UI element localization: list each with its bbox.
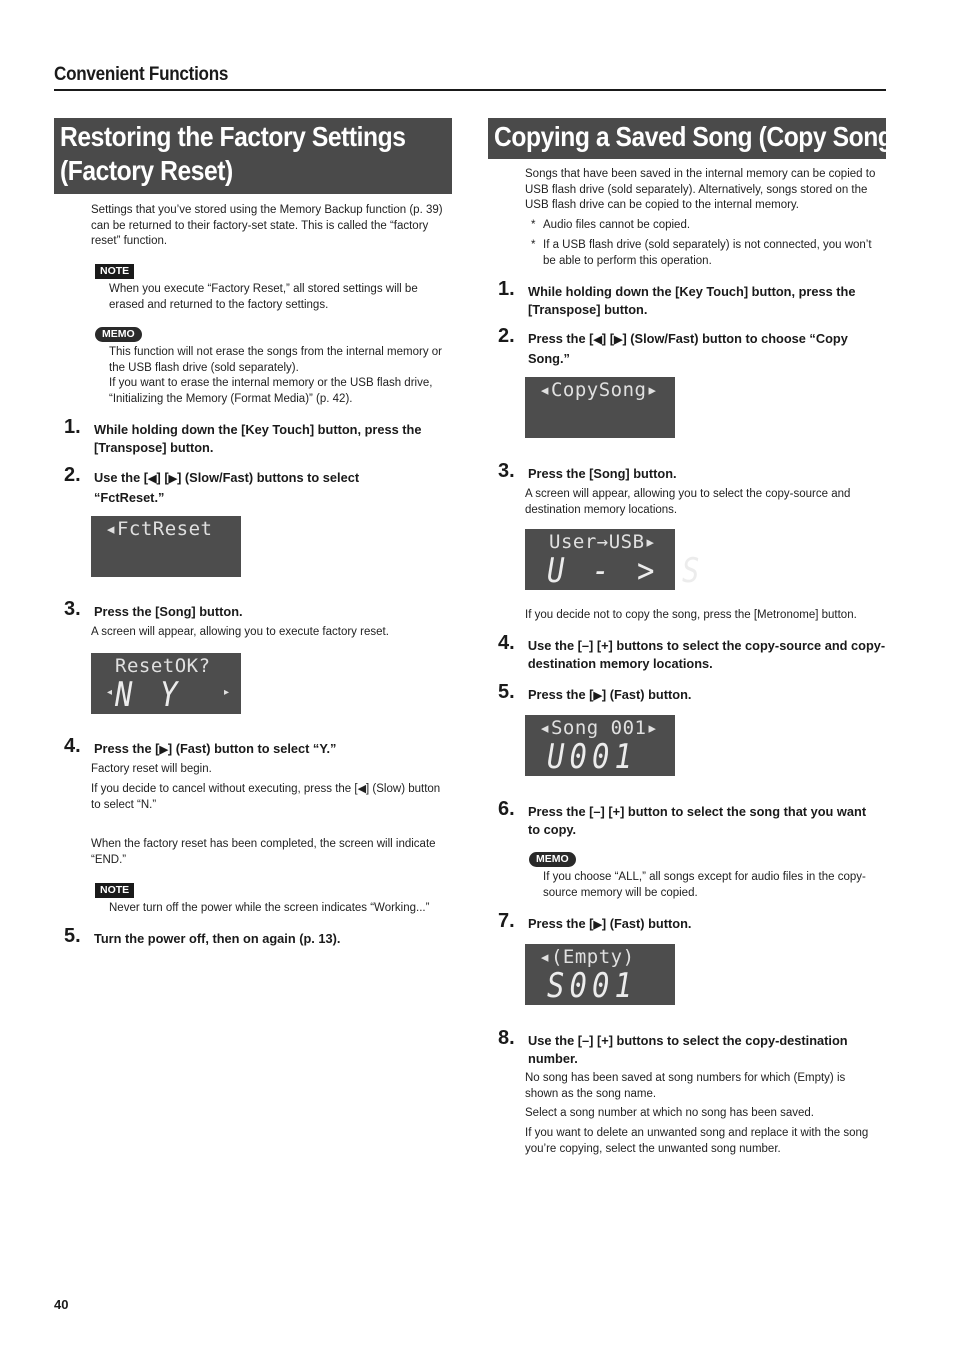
lcd-line2: U - > S (547, 551, 705, 591)
note-text: When you execute “Factory Reset,” all stored settings will be erased and returned to the factory settings. (109, 283, 418, 311)
lcd-resetok (91, 653, 241, 714)
lcd-right-arrow-icon: ▸ (223, 687, 229, 698)
note-badge: NOTE (95, 883, 134, 898)
lcd-user-usb (525, 529, 705, 591)
lcd-line2: U001 (547, 737, 638, 777)
fast-arrow-icon: ▶ (593, 919, 602, 931)
step-text: Turn the power off, then on again (p. 13). (94, 931, 341, 946)
lcd-empty (525, 944, 675, 1005)
note-text-2: Never turn off the power while the screen indicates “Working...” (109, 902, 430, 914)
lcd-copysong (525, 377, 675, 438)
copy-step-6 (498, 798, 883, 838)
fast-arrow-icon: ▶ (159, 744, 168, 756)
lcd-left-arrow-icon: ◂ (107, 687, 113, 698)
step-number: 3. (498, 460, 515, 482)
step-number: 2. (498, 325, 515, 347)
step-number: 7. (498, 910, 515, 932)
step-text: Use the [–] [+] buttons to select the copy-destination number. (528, 1033, 848, 1066)
step-number: 1. (498, 278, 515, 300)
step-number: 8. (498, 1027, 515, 1049)
fast-arrow-icon: ▶ (168, 473, 178, 485)
section-title-factory-reset (54, 118, 452, 194)
lcd-line1: ◂Song 001▸ (539, 717, 659, 739)
copy-step-3-sub: A screen will appear, allowing you to select the copy-source and destination memory locations. (525, 488, 851, 516)
step-3 (64, 598, 444, 621)
step-number: 5. (498, 681, 515, 703)
lcd-line2: S001 (547, 966, 638, 1006)
lcd-line1: ◂(Empty) (539, 946, 635, 968)
step-text: Use the [–] [+] buttons to select the copy-source and copy-destination memory locations. (527, 638, 886, 671)
copy-step-2 (498, 325, 883, 367)
step-4 (64, 735, 444, 760)
step-text: Press the [Song] button. (528, 466, 677, 481)
step-text: Press the [▶] (Fast) button. (528, 687, 692, 702)
step-number: 4. (64, 735, 81, 757)
step-text: Press the [▶] (Fast) button. (528, 916, 692, 931)
lcd-line1: ◂CopySong▸ (539, 379, 659, 401)
step-4-sub2: If you decide to cancel without executing, press the [◀] (Slow) button to select “N.” (91, 783, 441, 811)
step-text: Use the [◀] [▶] (Slow/Fast) buttons to select “FctReset.” (94, 470, 360, 505)
step-text: Press the [▶] (Fast) button to select “Y.” (94, 741, 337, 756)
slow-arrow-icon: ◀ (357, 783, 367, 795)
copy-step-5 (498, 681, 883, 706)
section-title: Copying a Saved Song (Copy Song) (494, 121, 901, 152)
step-1 (64, 416, 444, 456)
page-header-title: Convenient Functions (54, 64, 229, 85)
section-title-line1: Restoring the Factory Settings (60, 121, 406, 152)
page-number: 40 (54, 1297, 69, 1312)
lcd-line1: ◂FctReset (105, 518, 213, 540)
lcd-line2: N Y (115, 675, 183, 715)
step-text: Press the [◀] [▶] (Slow/Fast) button to choose “Copy Song.” (528, 331, 848, 366)
factory-reset-intro: Settings that you’ve stored using the Memory Backup function (p. 39) can be returned to their factory-set state. This is called the “factory reset” function. (91, 204, 443, 247)
note-badge: NOTE (95, 264, 134, 279)
header-rule (54, 89, 886, 91)
memo-text-1: This function will not erase the songs from the internal memory or the USB flash drive (sold separately). (109, 346, 443, 374)
section-title-copy-song (488, 118, 901, 159)
slow-arrow-icon: ◀ (148, 473, 157, 485)
step-number: 5. (64, 925, 81, 947)
copy-song-intro: Songs that have been saved in the internal memory can be copied to USB flash drive (sold separately). Alternatively, songs stored on the USB flash drive can be copied to the internal memory. (525, 168, 876, 211)
step-text: While holding down the [Key Touch] button, press the [Transpose] button. (528, 284, 856, 317)
copy-step-8-sub3: If you want to delete an unwanted song and replace it with the song you’re copying, select the unwanted song number. (525, 1127, 869, 1155)
copy-step-4 (498, 632, 888, 672)
copy-step-8-sub2: Select a song number at which no song has been saved. (525, 1107, 814, 1119)
step-number: 6. (498, 798, 515, 820)
copy-step-3 (498, 460, 883, 483)
step-number: 1. (64, 416, 81, 438)
step-text: Press the [–] [+] button to select the song that you want to copy. (528, 804, 867, 837)
fast-arrow-icon: ▶ (593, 690, 602, 702)
memo-text-2: If you want to erase the internal memory or the USB flash drive, “Initializing the Memory (Format Media)” (p. 42). (109, 377, 433, 405)
bullet-2: * If a USB flash drive (sold separately) is not connected, you won’t be able to perform this operation. (531, 239, 872, 267)
step-3-sub: A screen will appear, allowing you to execute factory reset. (91, 626, 389, 638)
step-2 (64, 464, 444, 506)
step-4-sub3: When the factory reset has been completed, the screen will indicate “END.” (91, 838, 436, 866)
copy-step-8 (498, 1027, 883, 1067)
step-number: 2. (64, 464, 81, 486)
memo-badge: MEMO (529, 852, 576, 867)
lcd-song-001 (525, 715, 675, 776)
step-4-sub1: Factory reset will begin. (91, 763, 212, 775)
step-number: 4. (498, 632, 515, 654)
step-number: 3. (64, 598, 81, 620)
copy-step-8-sub1: No song has been saved at song numbers for which (Empty) is shown as the song name. (525, 1072, 846, 1100)
slow-arrow-icon: ◀ (593, 334, 602, 346)
memo-badge: MEMO (95, 327, 142, 342)
copy-step-1 (498, 278, 883, 318)
copy-step-3-sub2: If you decide not to copy the song, press the [Metronome] button. (525, 609, 857, 621)
step-text: While holding down the [Key Touch] button, press the [Transpose] button. (94, 422, 422, 455)
memo-text: If you choose “ALL,” all songs except for audio files in the copy-source memory will be copied. (543, 871, 866, 899)
fast-arrow-icon: ▶ (614, 334, 623, 346)
bullet-1: * Audio files cannot be copied. (531, 219, 691, 231)
step-5 (64, 925, 444, 948)
section-title-line2: (Factory Reset) (60, 155, 233, 186)
lcd-fctreset (91, 516, 241, 577)
copy-step-7 (498, 910, 883, 935)
lcd-line1: User→USB▸ (549, 531, 657, 553)
lcd-line1: ResetOK? (115, 655, 211, 677)
step-text: Press the [Song] button. (94, 604, 243, 619)
